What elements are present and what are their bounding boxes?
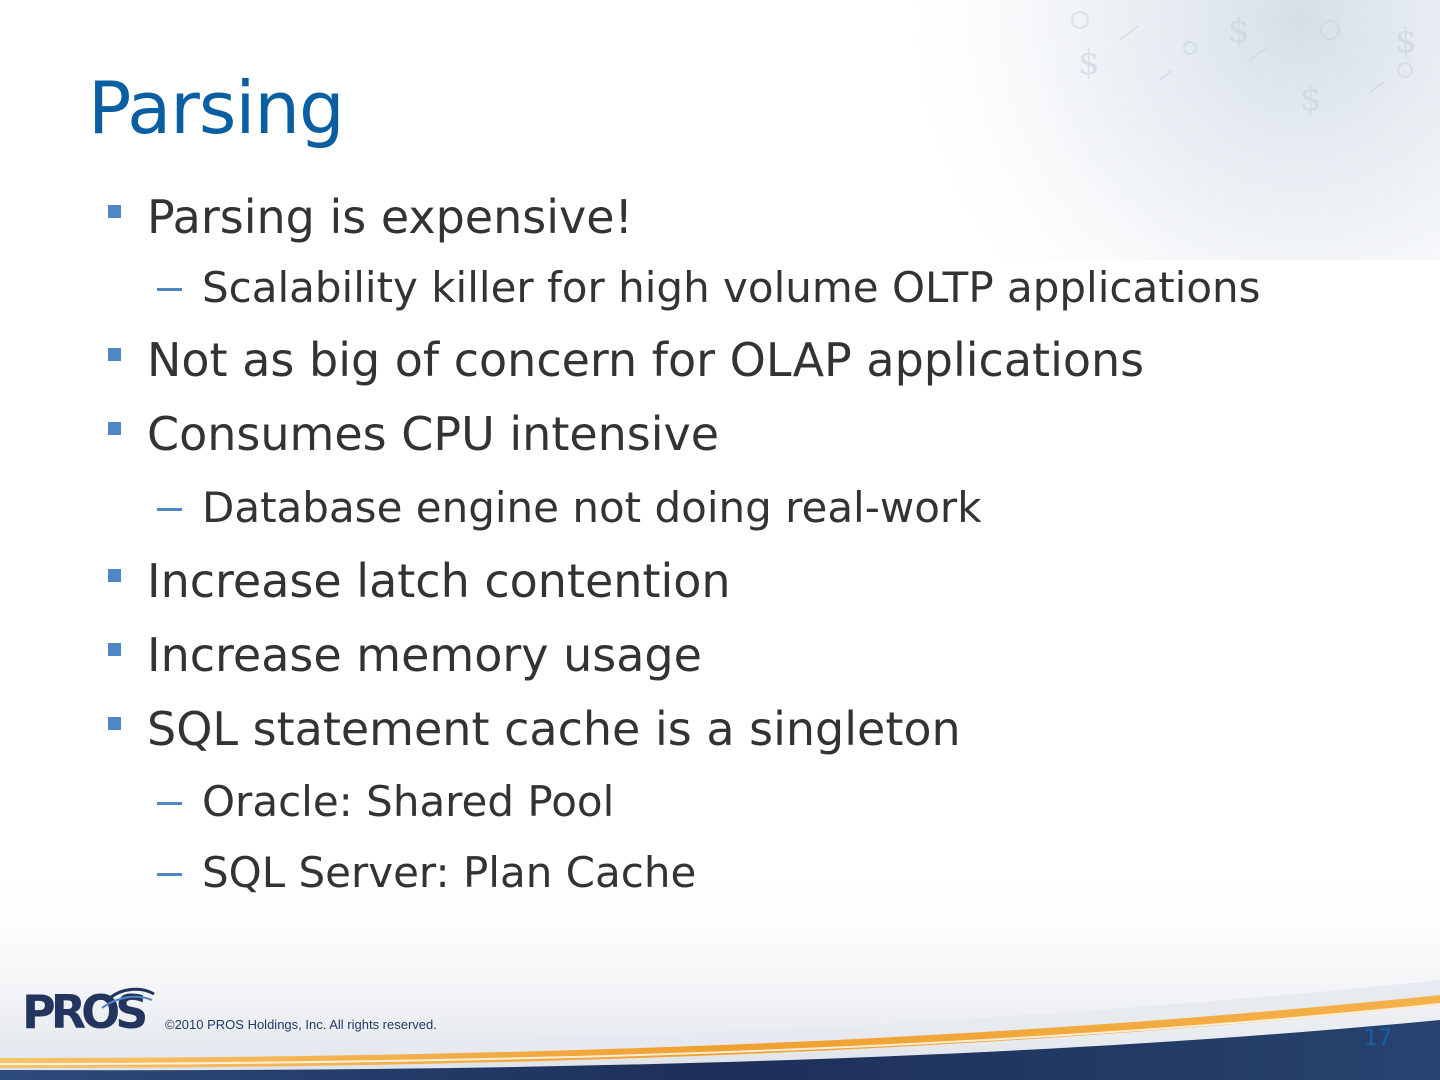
square-bullet-icon xyxy=(108,348,121,361)
bullet-item-5: Increase memory usage xyxy=(147,628,702,682)
svg-text:PROS: PROS xyxy=(22,985,144,1036)
square-bullet-icon xyxy=(108,205,121,218)
slide-title: Parsing xyxy=(88,66,344,150)
square-bullet-icon xyxy=(108,717,121,730)
bullet-item-2: Not as big of concern for OLAP applications xyxy=(147,333,1145,387)
svg-text:$: $ xyxy=(1228,11,1250,51)
dash-bullet-icon xyxy=(157,873,182,876)
sub-bullet-item-1: Scalability killer for high volume OLTP applications xyxy=(202,263,1261,312)
pros-logo-icon xyxy=(22,984,156,1036)
bullet-item-4: Increase latch contention xyxy=(147,554,731,608)
dash-bullet-icon xyxy=(157,508,182,511)
sub-bullet-item-4: SQL Server: Plan Cache xyxy=(202,848,697,897)
sub-bullet-item-2: Database engine not doing real-work xyxy=(202,483,982,532)
bullet-item-6: SQL statement cache is a singleton xyxy=(147,702,961,756)
bullet-item-3: Consumes CPU intensive xyxy=(147,407,720,461)
square-bullet-icon xyxy=(108,643,121,656)
svg-text:$: $ xyxy=(1395,21,1417,61)
dash-bullet-icon xyxy=(157,802,182,805)
sub-bullet-item-3: Oracle: Shared Pool xyxy=(202,777,615,826)
square-bullet-icon xyxy=(108,422,121,435)
page-number: 17 xyxy=(1364,1026,1392,1051)
square-bullet-icon xyxy=(108,569,121,582)
svg-text:$: $ xyxy=(1300,79,1322,119)
svg-text:$: $ xyxy=(1078,43,1100,83)
bullet-item-1: Parsing is expensive! xyxy=(147,190,633,244)
dash-bullet-icon xyxy=(157,288,182,291)
footer-copyright: ©2010 PROS Holdings, Inc. All rights reserved. xyxy=(165,1017,437,1032)
